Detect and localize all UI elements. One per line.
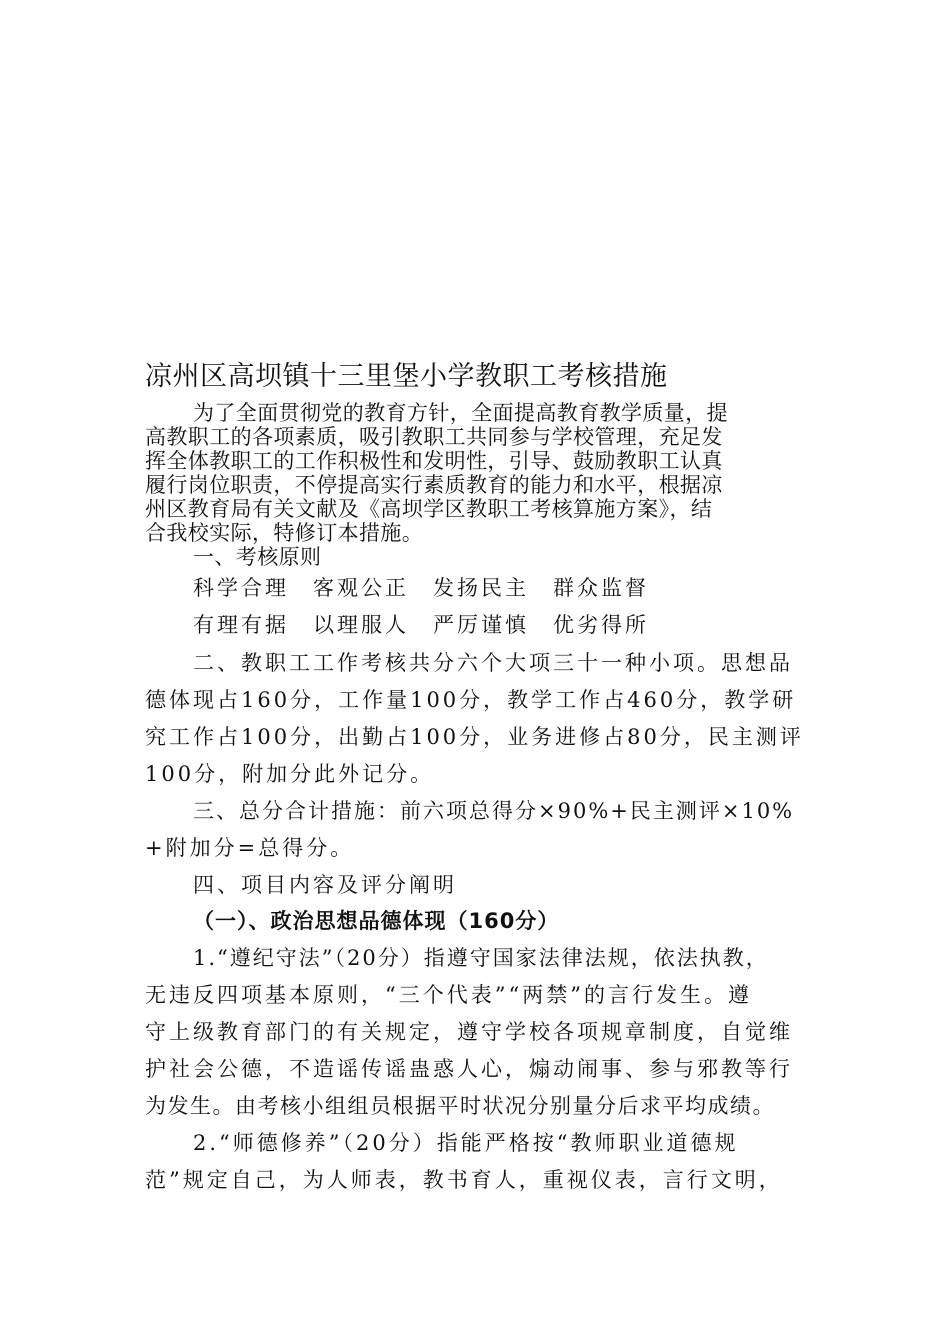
item-one-line: 守上级教育部门的有关规定，遵守学校各项规章制度，自觉维: [145, 1020, 793, 1044]
intro-line: 挥全体教职工的工作积极性和发明性，引导、鼓励教职工认真: [145, 449, 723, 473]
section-heading-principles: 一、考核原则: [193, 545, 322, 569]
document-title: 凉州区高坝镇十三里堡小学教职工考核措施: [145, 361, 668, 392]
item-one-line: 无违反四项基本原则，“三个代表”“两禁”的言行发生。遵: [145, 983, 752, 1007]
item-two-line: 2.“师德修养”（20分）指能严格按“教师职业道德规: [193, 1131, 739, 1155]
intro-line: 履行岗位职责，不停提高实行素质教育的能力和水平，根据凉: [145, 473, 723, 497]
section-three-line: 三、总分合计措施：前六项总得分×90%+民主测评×10%: [193, 799, 795, 823]
section-four-heading: 四、项目内容及评分阐明: [193, 873, 457, 897]
subsection-one-title: （一）、政治思想品德体现（160分）: [193, 909, 560, 933]
principle-line: 科学合理 客观公正 发扬民主 群众监督: [193, 576, 649, 600]
intro-line: 州区教育局有关文献及《高坝学区教职工考核算施方案》，结: [145, 497, 713, 521]
section-three-line: +附加分=总得分。: [145, 836, 355, 860]
item-one-line: 为发生。由考核小组组员根据平时状况分别量分后求平均成绩。: [145, 1094, 775, 1118]
item-one-line: 护社会公德，不造谣传谣蛊惑人心，煽动闹事、参与邪教等行: [145, 1057, 793, 1081]
section-two-line: 100分，附加分此外记分。: [145, 762, 435, 786]
item-one-line: 1.“遵纪守法”（20分）指遵守国家法律法规，依法执教，: [193, 946, 769, 970]
section-two-line: 究工作占100分，出勤占100分，业务进修占80分，民主测评: [145, 725, 804, 749]
item-two-line: 范”规定自己，为人师表，教书育人，重视仪表，言行文明，: [145, 1168, 783, 1192]
intro-line: 高教职工的各项素质，吸引教职工共同参与学校管理，充足发: [145, 425, 723, 449]
section-two-line: 德体现占160分，工作量100分，教学工作占460分，教学研: [145, 688, 797, 712]
intro-line: 为了全面贯彻党的教育方针，全面提高教育教学质量，提: [193, 401, 728, 425]
intro-line: 合我校实际，特修订本措施。: [145, 521, 424, 545]
section-two-line: 二、教职工工作考核共分六个大项三十一种小项。思想品: [193, 651, 793, 675]
principle-line: 有理有据 以理服人 严厉谨慎 优劣得所: [193, 613, 649, 637]
